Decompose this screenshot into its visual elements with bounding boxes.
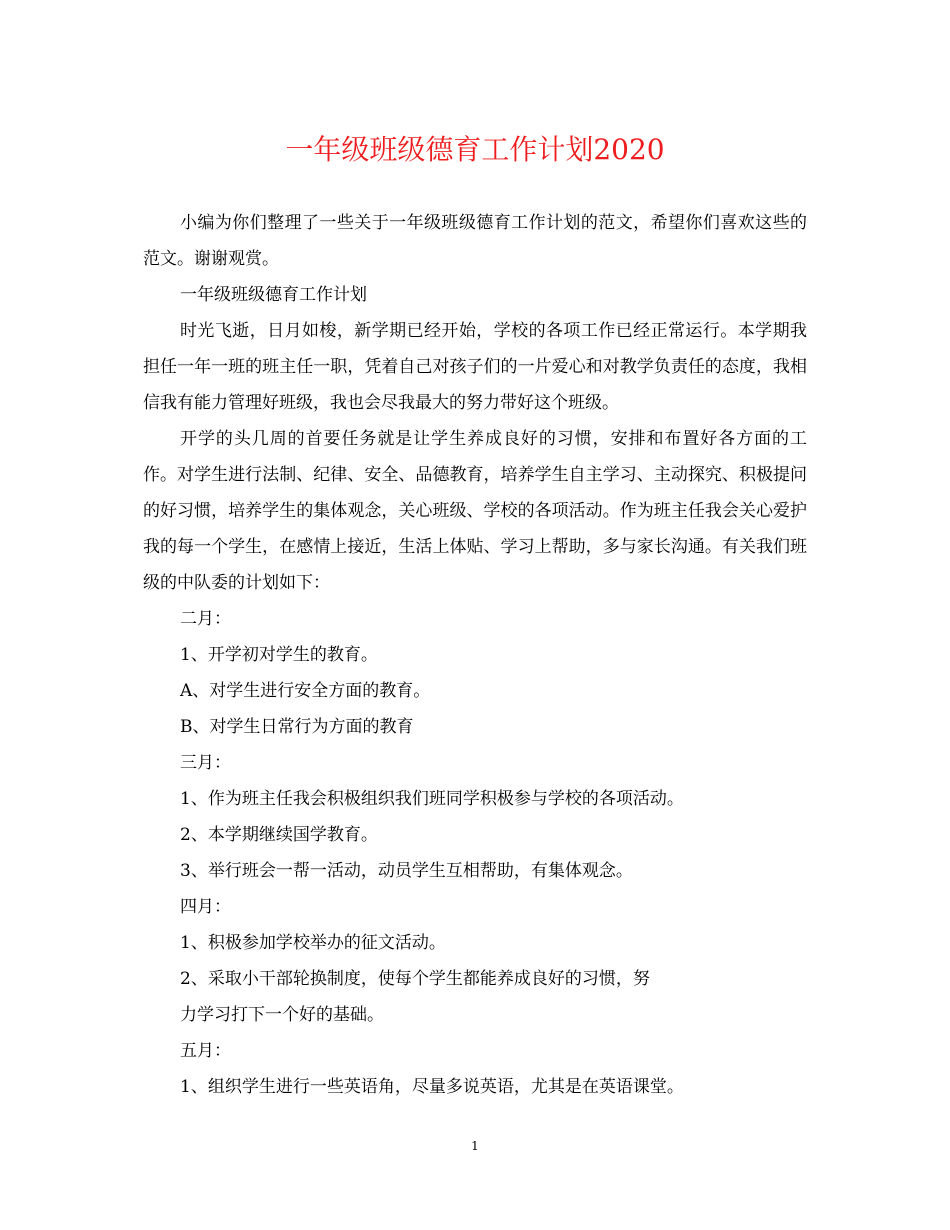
list-item: 3、举行班会一帮一活动，动员学生互相帮助，有集体观念。: [180, 861, 633, 881]
month-heading: 四月：: [180, 897, 231, 917]
list-item: 2、采取小干部轮换制度，使每个学生都能养成良好的习惯，努: [180, 969, 650, 989]
page-number: 1: [471, 1139, 479, 1153]
list-item-continuation: 力学习打下一个好的基础。: [180, 1005, 384, 1025]
document-body: [143, 205, 807, 1105]
list-item: 1、积极参加学校举办的征文活动。: [180, 933, 446, 953]
list-item: A、对学生进行安全方面的教育。: [180, 681, 431, 701]
list-item: 1、作为班主任我会积极组织我们班同学积极参与学校的各项活动。: [180, 789, 684, 809]
subtitle-paragraph: 一年级班级德育工作计划: [180, 285, 367, 305]
month-heading: 三月：: [180, 753, 231, 773]
month-heading: 二月：: [180, 609, 231, 629]
body-paragraph: 时光飞逝，日月如梭，新学期已经开始，学校的各项工作已经正常运行。本学期我担任一年一班的班主任一职，凭着自己对孩子们的一片爱心和对教学负责任的态度，我相信我有能力管理好班级，我也会尽我最大的努力带好这个班级。: [143, 321, 807, 413]
document-title: 一年级班级德育工作计划2020: [285, 133, 665, 166]
intro-paragraph: 小编为你们整理了一些关于一年级班级德育工作计划的范文，希望你们喜欢这些的范文。谢谢观赏。: [143, 213, 807, 269]
list-item: 1、组织学生进行一些英语角，尽量多说英语，尤其是在英语课堂。: [180, 1077, 684, 1097]
list-item: 1、开学初对学生的教育。: [180, 645, 378, 665]
list-item: B、对学生日常行为方面的教育: [180, 717, 414, 737]
month-heading: 五月：: [180, 1041, 231, 1061]
body-paragraph: 开学的头几周的首要任务就是让学生养成良好的习惯，安排和布置好各方面的工作。对学生进行法制、纪律、安全、品德教育，培养学生自主学习、主动探究、积极提问的好习惯，培养学生的集体观念，关心班级、学校的各项活动。作为班主任我会关心爱护我的每一个学生，在感情上接近，生活上体贴、学习上帮助，多与家长沟通。有关我们班级的中队委的计划如下：: [143, 429, 807, 593]
list-item: 2、本学期继续国学教育。: [180, 825, 378, 845]
